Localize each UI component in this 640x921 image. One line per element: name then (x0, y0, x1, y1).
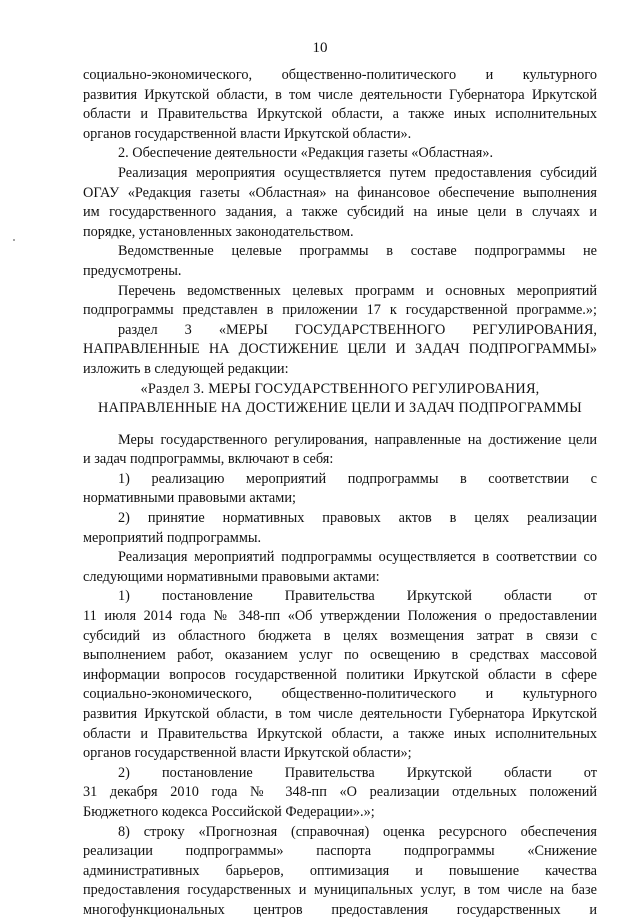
text-line: НАПРАВЛЕННЫЕ НА ДОСТИЖЕНИЕ ЦЕЛИ И ЗАДАЧ ПОДПРОГРАММЫ (98, 400, 582, 417)
text-line: 2) принятие нормативных правовых актов в целях реализации (118, 510, 597, 527)
text-line: субсидий из областного бюджета в целях возмещения затрат в связи с (83, 627, 597, 644)
text-line: Меры государственного регулирования, направленные на достижение цели (118, 431, 597, 448)
page-number: 10 (312, 40, 328, 56)
text-line: мероприятий подпрограммы. (83, 529, 262, 546)
text-line: следующими нормативными правовыми актами: (83, 568, 380, 585)
text-line: предусмотрены. (83, 262, 182, 279)
text-line: выполнением работ, оказанием услуг по освещению в средствах массовой (83, 647, 597, 664)
scan-mark (13, 239, 15, 241)
text-line: многофункциональных центров предоставления государственных и (83, 901, 597, 918)
text-line: информации вопросов государственной политики Иркутской области в сфере (83, 666, 597, 683)
text-line: предоставления государственных и муниципальных услуг, в том числе на базе (83, 882, 597, 899)
text-line: 31 декабря 2010 года № 348-пп «О реализации отдельных положений (83, 784, 597, 801)
text-line: развития Иркутской области, в том числе деятельности Губернатора Иркутской (83, 86, 597, 103)
text-line: 11 июля 2014 года № 348-пп «Об утверждении Положения о предоставлении (83, 608, 597, 625)
text-line: 2) постановление Правительства Иркутской области от (118, 764, 597, 781)
text-line: Реализация мероприятия осуществляется путем предоставления субсидий (118, 164, 597, 181)
text-line: нормативными правовыми актами; (83, 490, 296, 507)
text-line: ОГАУ «Редакция газеты «Областная» на финансовое обеспечение выполнения (83, 184, 597, 201)
text-line: «Раздел 3. МЕРЫ ГОСУДАРСТВЕННОГО РЕГУЛИРОВАНИЯ, (140, 380, 540, 397)
text-line: социально-экономического, общественно-политического и культурного (83, 67, 597, 83)
text-line: Перечень ведомственных целевых программ и основных мероприятий (118, 282, 597, 299)
text-line: социально-экономического, общественно-политического и культурного (83, 686, 597, 703)
text-line: 8) строку «Прогнозная (справочная) оценка ресурсного обеспечения (118, 823, 597, 840)
text-line: 1) постановление Правительства Иркутской области от (118, 588, 597, 605)
text-line: и задач подпрограммы, включают в себя: (83, 451, 334, 468)
text-line: развития Иркутской области, в том числе деятельности Губернатора Иркутской (83, 706, 597, 722)
text-line: Ведомственные целевые программы в составе подпрограммы не (118, 243, 597, 260)
text-line: Реализация мероприятий подпрограммы осуществляется в соответствии со (118, 549, 597, 566)
text-line: подпрограммы представлен в приложении 17 к государственной программе.»; (83, 302, 597, 319)
text-line: НАПРАВЛЕННЫЕ НА ДОСТИЖЕНИЕ ЦЕЛИ И ЗАДАЧ ПОДПРОГРАММЫ» (83, 341, 597, 358)
text-line: им государственного задания, а также субсидий на иные цели в случаях и (83, 204, 597, 221)
text-line: 1) реализацию мероприятий подпрограммы в соответствии с (118, 470, 597, 487)
text-line: органов государственной власти Иркутской области»; (83, 745, 412, 762)
text-line: органов государственной власти Иркутской области». (83, 125, 412, 142)
text-line: изложить в следующей редакции: (83, 360, 289, 377)
text-line: административных барьеров, оптимизация и повышение качества (83, 862, 597, 879)
text-line: Бюджетного кодекса Российской Федерации».»; (83, 803, 375, 820)
text-line: 2. Обеспечение деятельности «Редакция газеты «Областная». (118, 145, 494, 162)
text-line: порядке, установленных законодательством. (83, 223, 354, 240)
text-line: области и Правительства Иркутской области, а также иных исполнительных (83, 106, 597, 123)
document-body (83, 66, 597, 921)
text-line: реализации подпрограммы» паспорта подпрограммы «Снижение (83, 843, 597, 860)
text-line: области и Правительства Иркутской области, а также иных исполнительных (83, 725, 597, 742)
text-line: раздел 3 «МЕРЫ ГОСУДАРСТВЕННОГО РЕГУЛИРОВАНИЯ, (118, 321, 597, 338)
